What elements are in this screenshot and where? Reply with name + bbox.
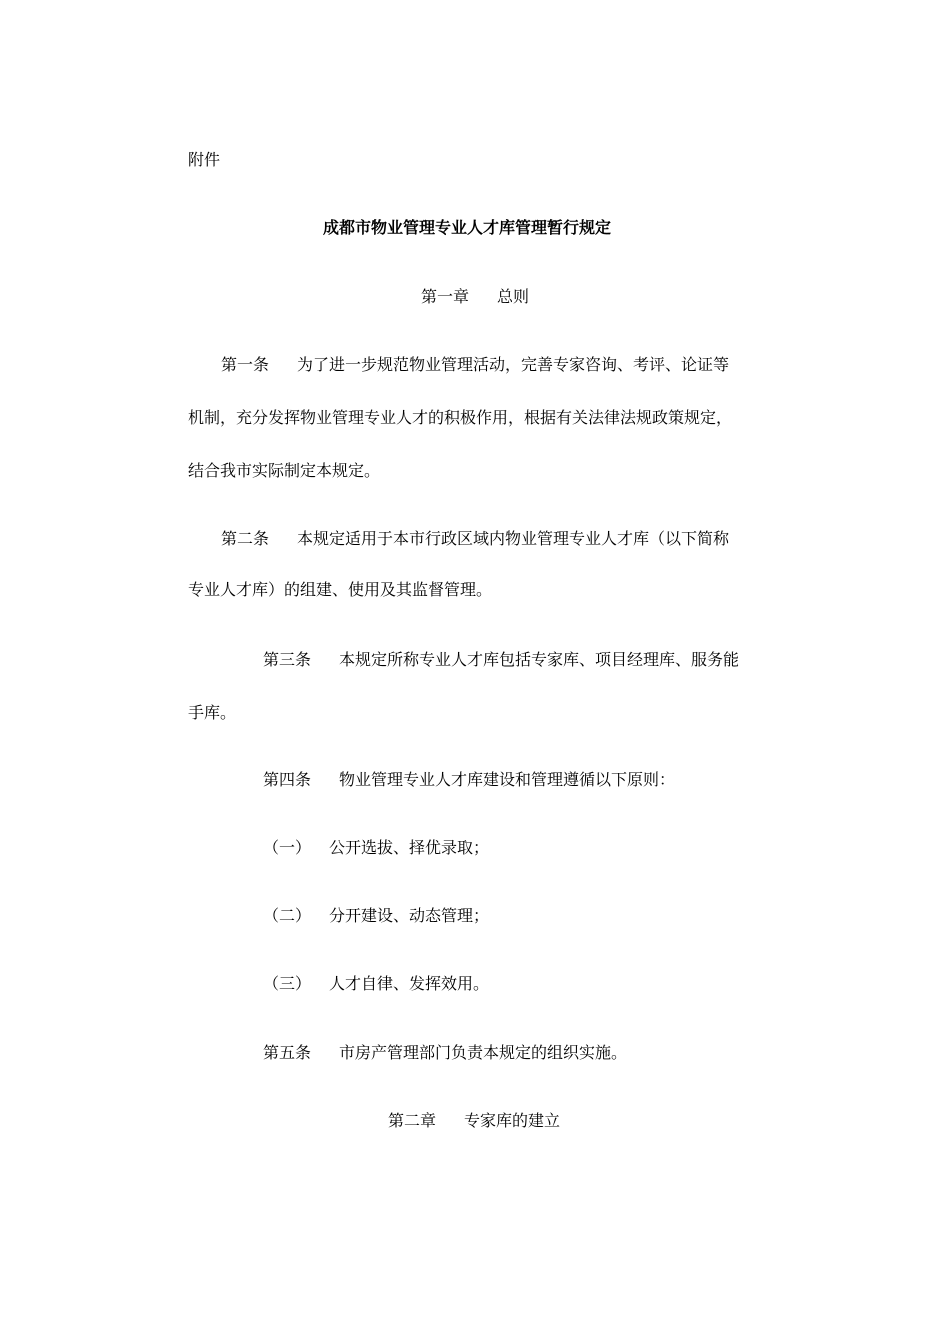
chapter-2-name: 专家库的建立 <box>464 1111 561 1130</box>
chapter-1-heading <box>421 287 529 307</box>
article-3-line-2: 手库。 <box>188 703 237 722</box>
article-4-number: 第四条 <box>263 770 312 789</box>
article-4-item-1 <box>263 838 489 858</box>
article-4-line-1 <box>263 770 675 790</box>
article-4-item-3 <box>263 974 489 994</box>
article-5-line-1 <box>263 1043 627 1063</box>
article-1-line-2: 机制，充分发挥物业管理专业人才的积极作用，根据有关法律法规政策规定， <box>188 408 733 427</box>
list-item-text: 公开选拔、择优录取； <box>329 838 490 857</box>
chapter-2-heading <box>388 1111 560 1131</box>
list-item-marker: （三） <box>263 974 312 993</box>
article-2-text-1: 本规定适用于本市行政区域内物业管理专业人才库（以下简称 <box>297 529 730 548</box>
article-5-text-1: 市房产管理部门负责本规定的组织实施。 <box>339 1043 628 1062</box>
article-2-number: 第二条 <box>221 529 270 548</box>
article-2-line-2: 专业人才库）的组建、使用及其监督管理。 <box>188 580 493 599</box>
document-title: 成都市物业管理专业人才库管理暂行规定 <box>323 218 612 237</box>
article-3-text-1: 本规定所称专业人才库包括专家库、项目经理库、服务能 <box>339 650 740 669</box>
article-3-line-1 <box>263 650 739 670</box>
chapter-1-name: 总则 <box>497 287 530 306</box>
chapter-2-number: 第二章 <box>388 1111 437 1130</box>
article-1-line-3: 结合我市实际制定本规定。 <box>188 461 381 480</box>
article-5-number: 第五条 <box>263 1043 312 1062</box>
list-item-text: 分开建设、动态管理； <box>329 906 490 925</box>
article-4-text-1: 物业管理专业人才库建设和管理遵循以下原则： <box>339 770 676 789</box>
article-2-line-1 <box>221 529 729 549</box>
article-1-text-1: 为了进一步规范物业管理活动，完善专家咨询、考评、论证等 <box>297 355 730 374</box>
chapter-1-number: 第一章 <box>421 287 470 306</box>
article-4-item-2 <box>263 906 489 926</box>
article-3-number: 第三条 <box>263 650 312 669</box>
list-item-text: 人才自律、发挥效用。 <box>329 974 490 993</box>
article-1-number: 第一条 <box>221 355 270 374</box>
article-1-line-1 <box>221 355 729 375</box>
list-item-marker: （二） <box>263 906 312 925</box>
list-item-marker: （一） <box>263 838 312 857</box>
attachment-label: 附件 <box>188 150 221 169</box>
